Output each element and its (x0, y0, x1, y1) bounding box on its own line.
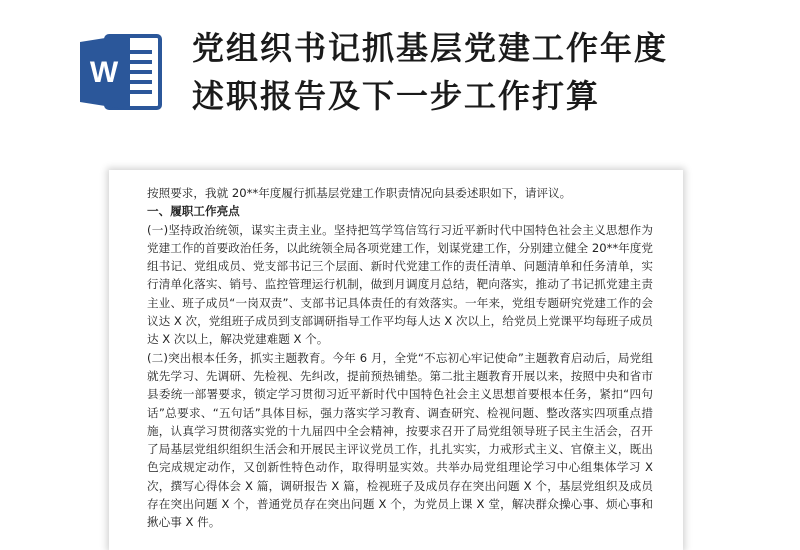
title-line-1: 党组织书记抓基层党建工作年度 (192, 29, 669, 67)
paragraph-intro: 按照要求，我就 20**年度履行抓基层党建工作职责情况向县委述职如下，请评议。 (147, 186, 572, 200)
word-icon-letter: W (89, 56, 119, 89)
document-page (109, 170, 683, 550)
paragraph-section-1: (一)坚持政治统领，谋实主责主业。坚持把笃学笃信笃行习近平新时代中国特色社会主义思想作为党建工作的首要政治任务，以此统领全局各项党建工作，划谋党建工作，分别建立健全 20**年度党组书记、党组成员、党支部书记三个层面、新时代党建工作的责任清单、问题清单和任务清单，实行清单化落实、销号、监控管理运行机制，做到月调度月总结，靶向落实，推动了书记抓党建主责主业、班子成员“一岗双责”、支部书记具体责任的有效落实。一年来，党组专题研究党建工作的会议达 X 次，党组班子成员到支部调研指导工作平均每人达 X 次以上，给党员上党课平均每班子成员达 X 次以上，解决党建难题 X 个。 (147, 222, 653, 347)
section-heading: 一、履职工作亮点 (147, 204, 240, 219)
header (0, 0, 800, 160)
page-title (192, 24, 792, 120)
word-document-icon (78, 30, 166, 114)
document-body (147, 184, 653, 532)
title-line-2: 述职报告及下一步工作打算 (192, 77, 601, 115)
paragraph-section-2: (二)突出根本任务，抓实主题教育。今年 6 月，全党“不忘初心牢记使命”主题教育启动后，局党组就先学习、先调研、先检视、先纠改，提前预热铺垫。第二批主题教育开展以来，按照中央和省市县委统一部署要求，锁定学习贯彻习近平新时代中国特色社会主义思想首要根本任务，紧扣“四句话”总要求、“五句话”具体目标，强力落实学习教育、调查研究、检视问题、整改落实四项重点措施，认真学习贯彻落实党的十九届四中全会精神，按要求召开了局党组领导班子民主生活会，召开了局基层党组织组织生活会和开展民主评议党员工作，扎扎实实，力戒形式主义、官僚主义，既出色完成规定动作，又创新性特色动作，取得明显实效。共举办局党组理论学习中心组集体学习 X 次，撰写心得体会 X 篇，调研报告 X 篇，检视班子及成员存在突出问题 X 个，基层党组织及成员存在突出问题 X 个，普通党员存在突出问题 X 个，为党员上课 X 堂，解决群众操心事、烦心事和揪心事 X 件。 (147, 350, 653, 530)
